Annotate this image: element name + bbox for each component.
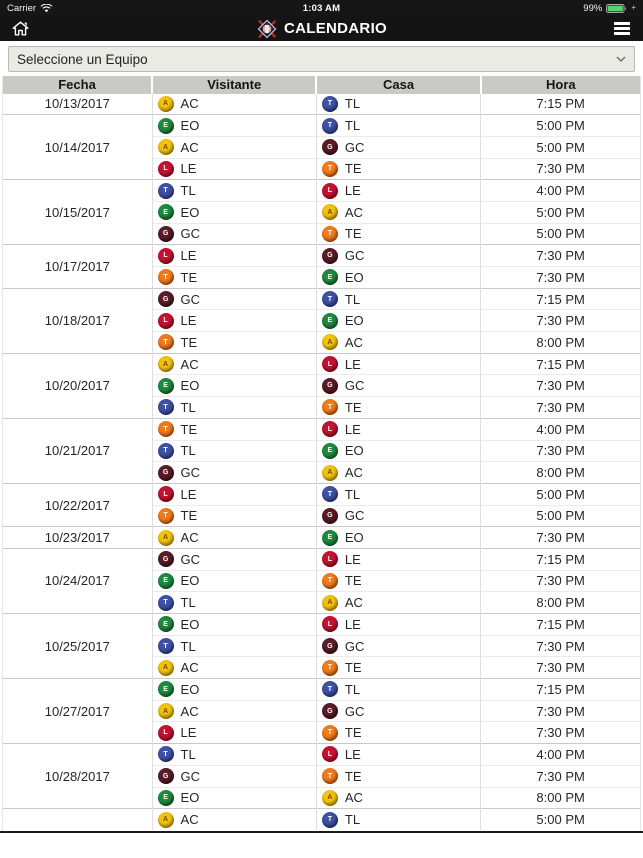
team-code-label: GC bbox=[180, 768, 201, 784]
team-code-label: AC bbox=[344, 334, 363, 350]
casa-cell bbox=[316, 679, 480, 701]
team-code-label: LE bbox=[344, 356, 361, 372]
team-te-icon: T bbox=[322, 660, 338, 676]
table-row bbox=[3, 245, 640, 267]
table-row bbox=[3, 115, 640, 137]
team-code-label: TL bbox=[180, 443, 196, 459]
date-cell: 10/27/2017 bbox=[3, 679, 152, 744]
wifi-icon bbox=[40, 4, 53, 13]
team-code-label: LE bbox=[344, 183, 361, 199]
battery-percent: 99% bbox=[583, 2, 603, 14]
team-code-label: GC bbox=[180, 551, 201, 567]
visitante-cell bbox=[152, 223, 316, 245]
team-gc-icon: G bbox=[322, 378, 338, 394]
team-code-label: LE bbox=[180, 725, 197, 741]
visitante-cell bbox=[152, 245, 316, 267]
team-eo-icon: E bbox=[158, 616, 174, 632]
team-le-icon: L bbox=[158, 313, 174, 329]
visitante-cell bbox=[152, 765, 316, 787]
casa-cell bbox=[316, 548, 480, 570]
team-code-label: TL bbox=[180, 183, 196, 199]
hora-cell: 8:00 PM bbox=[481, 332, 640, 354]
team-code-label: LE bbox=[180, 248, 197, 264]
date-cell: 10/24/2017 bbox=[3, 548, 152, 613]
casa-cell bbox=[316, 353, 480, 375]
team-tl-icon: T bbox=[158, 443, 174, 459]
date-cell: 10/23/2017 bbox=[3, 527, 152, 549]
hora-cell: 5:00 PM bbox=[481, 505, 640, 527]
team-code-label: EO bbox=[180, 204, 200, 220]
hora-cell: 5:00 PM bbox=[481, 115, 640, 137]
team-te-icon: T bbox=[158, 334, 174, 350]
table-row bbox=[3, 288, 640, 310]
team-le-icon: L bbox=[158, 161, 174, 177]
hora-cell: 7:15 PM bbox=[481, 288, 640, 310]
team-le-icon: L bbox=[322, 616, 338, 632]
casa-cell bbox=[316, 527, 480, 549]
header-row bbox=[3, 76, 640, 93]
team-code-label: AC bbox=[344, 595, 363, 611]
casa-cell bbox=[316, 288, 480, 310]
casa-cell bbox=[316, 462, 480, 484]
team-code-label: EO bbox=[180, 378, 200, 394]
team-ac-icon: A bbox=[158, 703, 174, 719]
team-code-label: LE bbox=[344, 421, 361, 437]
team-code-label: GC bbox=[344, 703, 365, 719]
team-eo-icon: E bbox=[322, 269, 338, 285]
date-cell: 10/13/2017 bbox=[3, 93, 152, 115]
casa-cell bbox=[316, 158, 480, 180]
team-tl-icon: T bbox=[158, 595, 174, 611]
team-ac-icon: A bbox=[322, 204, 338, 220]
casa-cell bbox=[316, 505, 480, 527]
battery-icon bbox=[606, 4, 627, 13]
casa-cell bbox=[316, 418, 480, 440]
team-te-icon: T bbox=[322, 573, 338, 589]
hora-cell: 4:00 PM bbox=[481, 180, 640, 202]
team-te-icon: T bbox=[158, 421, 174, 437]
team-te-icon: T bbox=[322, 161, 338, 177]
header-casa: Casa bbox=[316, 76, 480, 93]
date-cell: 10/20/2017 bbox=[3, 353, 152, 418]
date-cell bbox=[3, 809, 152, 831]
team-tl-icon: T bbox=[322, 96, 338, 112]
hora-cell: 7:30 PM bbox=[481, 158, 640, 180]
team-gc-icon: G bbox=[158, 768, 174, 784]
hora-cell: 7:30 PM bbox=[481, 722, 640, 744]
table-row bbox=[3, 527, 640, 549]
header-fecha: Fecha bbox=[3, 76, 152, 93]
hamburger-menu-button[interactable] bbox=[613, 19, 631, 38]
team-tl-icon: T bbox=[322, 681, 338, 697]
visitante-cell bbox=[152, 332, 316, 354]
casa-cell bbox=[316, 375, 480, 397]
casa-cell bbox=[316, 592, 480, 614]
visitante-cell bbox=[152, 809, 316, 831]
team-code-label: EO bbox=[344, 313, 364, 329]
team-code-label: TL bbox=[344, 812, 361, 828]
schedule-table-container[interactable] bbox=[2, 76, 641, 831]
team-le-icon: L bbox=[158, 725, 174, 741]
date-cell: 10/28/2017 bbox=[3, 744, 152, 809]
team-code-label: TE bbox=[180, 334, 198, 350]
casa-cell bbox=[316, 223, 480, 245]
table-row bbox=[3, 614, 640, 636]
table-row bbox=[3, 418, 640, 440]
nav-bar bbox=[0, 16, 643, 41]
schedule-table bbox=[3, 76, 640, 830]
team-tl-icon: T bbox=[158, 399, 174, 415]
team-code-label: TE bbox=[344, 399, 362, 415]
casa-cell bbox=[316, 722, 480, 744]
team-gc-icon: G bbox=[158, 226, 174, 242]
team-code-label: AC bbox=[180, 96, 199, 112]
team-ac-icon: A bbox=[158, 96, 174, 112]
visitante-cell bbox=[152, 614, 316, 636]
team-eo-icon: E bbox=[158, 118, 174, 134]
team-gc-icon: G bbox=[158, 551, 174, 567]
casa-cell bbox=[316, 310, 480, 332]
clock: 1:03 AM bbox=[302, 2, 341, 14]
team-eo-icon: E bbox=[322, 443, 338, 459]
team-code-label: LE bbox=[180, 313, 197, 329]
visitante-cell bbox=[152, 700, 316, 722]
hora-cell: 7:30 PM bbox=[481, 245, 640, 267]
visitante-cell bbox=[152, 353, 316, 375]
team-ac-icon: A bbox=[322, 790, 338, 806]
hora-cell: 7:30 PM bbox=[481, 527, 640, 549]
visitante-cell bbox=[152, 93, 316, 115]
team-ac-icon: A bbox=[158, 356, 174, 372]
team-code-label: GC bbox=[344, 378, 365, 394]
visitante-cell bbox=[152, 310, 316, 332]
team-code-label: TE bbox=[180, 269, 198, 285]
team-code-label: TE bbox=[344, 161, 362, 177]
team-code-label: EO bbox=[180, 790, 200, 806]
casa-cell bbox=[316, 483, 480, 505]
team-gc-icon: G bbox=[322, 638, 338, 654]
visitante-cell bbox=[152, 483, 316, 505]
team-code-label: GC bbox=[180, 465, 201, 481]
hora-cell: 7:30 PM bbox=[481, 310, 640, 332]
team-select[interactable] bbox=[8, 46, 635, 72]
team-ac-icon: A bbox=[158, 660, 174, 676]
team-gc-icon: G bbox=[322, 508, 338, 524]
team-code-label: TL bbox=[344, 96, 361, 112]
hora-cell: 7:30 PM bbox=[481, 440, 640, 462]
visitante-cell bbox=[152, 505, 316, 527]
visitante-cell bbox=[152, 267, 316, 289]
hora-cell: 5:00 PM bbox=[481, 809, 640, 831]
hora-cell: 7:30 PM bbox=[481, 375, 640, 397]
visitante-cell bbox=[152, 397, 316, 419]
team-tl-icon: T bbox=[158, 183, 174, 199]
table-row bbox=[3, 548, 640, 570]
team-code-label: TE bbox=[344, 768, 362, 784]
team-code-label: TE bbox=[180, 421, 198, 437]
table-row bbox=[3, 483, 640, 505]
charging-icon: + bbox=[631, 3, 636, 12]
team-te-icon: T bbox=[158, 508, 174, 524]
team-code-label: TL bbox=[180, 595, 196, 611]
team-te-icon: T bbox=[322, 725, 338, 741]
team-eo-icon: E bbox=[322, 530, 338, 546]
team-code-label: EO bbox=[344, 530, 364, 546]
team-le-icon: L bbox=[322, 183, 338, 199]
hora-cell: 7:15 PM bbox=[481, 679, 640, 701]
team-ac-icon: A bbox=[158, 530, 174, 546]
visitante-cell bbox=[152, 462, 316, 484]
team-ac-icon: A bbox=[322, 465, 338, 481]
home-button[interactable] bbox=[12, 21, 29, 36]
table-row bbox=[3, 93, 640, 115]
team-code-label: AC bbox=[180, 139, 199, 155]
team-le-icon: L bbox=[322, 551, 338, 567]
date-cell: 10/18/2017 bbox=[3, 288, 152, 353]
table-row bbox=[3, 180, 640, 202]
team-tl-icon: T bbox=[158, 638, 174, 654]
hora-cell: 7:15 PM bbox=[481, 548, 640, 570]
visitante-cell bbox=[152, 180, 316, 202]
hora-cell: 7:15 PM bbox=[481, 614, 640, 636]
casa-cell bbox=[316, 765, 480, 787]
visitante-cell bbox=[152, 418, 316, 440]
team-code-label: LE bbox=[344, 551, 361, 567]
visitante-cell bbox=[152, 201, 316, 223]
team-code-label: AC bbox=[180, 703, 199, 719]
carrier-label: Carrier bbox=[7, 2, 37, 14]
team-le-icon: L bbox=[322, 421, 338, 437]
hora-cell: 5:00 PM bbox=[481, 483, 640, 505]
team-ac-icon: A bbox=[322, 595, 338, 611]
table-row bbox=[3, 809, 640, 831]
hora-cell: 4:00 PM bbox=[481, 418, 640, 440]
team-code-label: AC bbox=[180, 660, 199, 676]
visitante-cell bbox=[152, 527, 316, 549]
league-logo-icon bbox=[256, 18, 278, 40]
team-eo-icon: E bbox=[158, 378, 174, 394]
team-code-label: TE bbox=[344, 226, 362, 242]
hora-cell: 7:30 PM bbox=[481, 397, 640, 419]
visitante-cell bbox=[152, 635, 316, 657]
casa-cell bbox=[316, 570, 480, 592]
visitante-cell bbox=[152, 787, 316, 809]
visitante-cell bbox=[152, 136, 316, 158]
status-bar bbox=[0, 0, 643, 16]
team-ac-icon: A bbox=[322, 334, 338, 350]
team-code-label: TL bbox=[344, 118, 361, 134]
date-cell: 10/22/2017 bbox=[3, 483, 152, 526]
team-code-label: LE bbox=[344, 616, 361, 632]
team-code-label: GC bbox=[344, 248, 365, 264]
team-tl-icon: T bbox=[322, 291, 338, 307]
team-te-icon: T bbox=[322, 399, 338, 415]
hora-cell: 8:00 PM bbox=[481, 592, 640, 614]
hora-cell: 5:00 PM bbox=[481, 223, 640, 245]
team-le-icon: L bbox=[322, 356, 338, 372]
page-title: CALENDARIO bbox=[284, 20, 387, 37]
header-visitante: Visitante bbox=[152, 76, 316, 93]
casa-cell bbox=[316, 180, 480, 202]
team-code-label: EO bbox=[180, 118, 200, 134]
team-le-icon: L bbox=[158, 248, 174, 264]
date-cell: 10/25/2017 bbox=[3, 614, 152, 679]
hora-cell: 7:30 PM bbox=[481, 657, 640, 679]
hora-cell: 7:30 PM bbox=[481, 635, 640, 657]
filter-bar bbox=[0, 41, 643, 76]
team-code-label: TL bbox=[344, 681, 361, 697]
team-code-label: GC bbox=[344, 139, 365, 155]
visitante-cell bbox=[152, 657, 316, 679]
team-code-label: TL bbox=[180, 638, 196, 654]
team-code-label: TE bbox=[344, 660, 362, 676]
team-le-icon: L bbox=[322, 746, 338, 762]
casa-cell bbox=[316, 809, 480, 831]
team-code-label: TL bbox=[180, 399, 196, 415]
hora-cell: 7:15 PM bbox=[481, 353, 640, 375]
team-tl-icon: T bbox=[322, 486, 338, 502]
visitante-cell bbox=[152, 570, 316, 592]
team-code-label: EO bbox=[180, 616, 200, 632]
team-code-label: EO bbox=[344, 269, 364, 285]
casa-cell bbox=[316, 635, 480, 657]
casa-cell bbox=[316, 397, 480, 419]
casa-cell bbox=[316, 700, 480, 722]
team-code-label: AC bbox=[344, 204, 363, 220]
table-row bbox=[3, 679, 640, 701]
hora-cell: 5:00 PM bbox=[481, 136, 640, 158]
hora-cell: 7:30 PM bbox=[481, 700, 640, 722]
home-icon bbox=[12, 21, 29, 36]
casa-cell bbox=[316, 267, 480, 289]
team-code-label: TL bbox=[344, 291, 361, 307]
visitante-cell bbox=[152, 722, 316, 744]
visitante-cell bbox=[152, 158, 316, 180]
visitante-cell bbox=[152, 548, 316, 570]
team-eo-icon: E bbox=[158, 681, 174, 697]
casa-cell bbox=[316, 136, 480, 158]
team-eo-icon: E bbox=[158, 204, 174, 220]
table-row bbox=[3, 353, 640, 375]
casa-cell bbox=[316, 115, 480, 137]
chevron-down-icon bbox=[616, 56, 626, 62]
casa-cell bbox=[316, 201, 480, 223]
team-code-label: GC bbox=[344, 638, 365, 654]
team-code-label: TL bbox=[180, 746, 196, 762]
hora-cell: 7:30 PM bbox=[481, 570, 640, 592]
team-code-label: GC bbox=[180, 291, 201, 307]
team-code-label: AC bbox=[344, 790, 363, 806]
team-code-label: LE bbox=[344, 746, 361, 762]
team-te-icon: T bbox=[322, 768, 338, 784]
table-row bbox=[3, 744, 640, 766]
team-tl-icon: T bbox=[322, 812, 338, 828]
team-code-label: EO bbox=[180, 681, 200, 697]
casa-cell bbox=[316, 787, 480, 809]
team-code-label: EO bbox=[344, 443, 364, 459]
team-code-label: LE bbox=[180, 161, 197, 177]
team-eo-icon: E bbox=[158, 573, 174, 589]
team-te-icon: T bbox=[158, 269, 174, 285]
casa-cell bbox=[316, 614, 480, 636]
team-code-label: AC bbox=[180, 812, 199, 828]
hora-cell: 4:00 PM bbox=[481, 744, 640, 766]
visitante-cell bbox=[152, 288, 316, 310]
team-code-label: TL bbox=[344, 486, 361, 502]
team-eo-icon: E bbox=[158, 790, 174, 806]
casa-cell bbox=[316, 440, 480, 462]
visitante-cell bbox=[152, 440, 316, 462]
team-code-label: EO bbox=[180, 573, 200, 589]
casa-cell bbox=[316, 245, 480, 267]
team-code-label: GC bbox=[180, 226, 201, 242]
visitante-cell bbox=[152, 744, 316, 766]
casa-cell bbox=[316, 657, 480, 679]
team-code-label: AC bbox=[180, 356, 199, 372]
hamburger-icon bbox=[614, 22, 630, 25]
team-gc-icon: G bbox=[158, 291, 174, 307]
date-cell: 10/15/2017 bbox=[3, 180, 152, 245]
team-ac-icon: A bbox=[158, 812, 174, 828]
casa-cell bbox=[316, 744, 480, 766]
visitante-cell bbox=[152, 679, 316, 701]
team-gc-icon: G bbox=[322, 248, 338, 264]
team-te-icon: T bbox=[322, 226, 338, 242]
team-code-label: TE bbox=[344, 725, 362, 741]
hora-cell: 8:00 PM bbox=[481, 462, 640, 484]
casa-cell bbox=[316, 93, 480, 115]
footer-space bbox=[0, 833, 643, 858]
hora-cell: 7:30 PM bbox=[481, 765, 640, 787]
team-ac-icon: A bbox=[158, 139, 174, 155]
schedule-body bbox=[3, 93, 640, 830]
visitante-cell bbox=[152, 115, 316, 137]
team-tl-icon: T bbox=[158, 746, 174, 762]
date-cell: 10/17/2017 bbox=[3, 245, 152, 288]
date-cell: 10/21/2017 bbox=[3, 418, 152, 483]
casa-cell bbox=[316, 332, 480, 354]
team-gc-icon: G bbox=[158, 465, 174, 481]
hora-cell: 8:00 PM bbox=[481, 787, 640, 809]
hora-cell: 7:30 PM bbox=[481, 267, 640, 289]
team-code-label: TE bbox=[180, 508, 198, 524]
date-cell: 10/14/2017 bbox=[3, 115, 152, 180]
visitante-cell bbox=[152, 592, 316, 614]
hora-cell: 5:00 PM bbox=[481, 201, 640, 223]
header-hora: Hora bbox=[481, 76, 640, 93]
team-code-label: LE bbox=[180, 486, 197, 502]
team-select-value: Seleccione un Equipo bbox=[17, 51, 148, 67]
team-le-icon: L bbox=[158, 486, 174, 502]
team-code-label: AC bbox=[344, 465, 363, 481]
team-tl-icon: T bbox=[322, 118, 338, 134]
team-eo-icon: E bbox=[322, 313, 338, 329]
team-code-label: GC bbox=[344, 508, 365, 524]
hora-cell: 7:15 PM bbox=[481, 93, 640, 115]
visitante-cell bbox=[152, 375, 316, 397]
team-gc-icon: G bbox=[322, 703, 338, 719]
team-code-label: AC bbox=[180, 530, 199, 546]
team-code-label: TE bbox=[344, 573, 362, 589]
team-gc-icon: G bbox=[322, 139, 338, 155]
